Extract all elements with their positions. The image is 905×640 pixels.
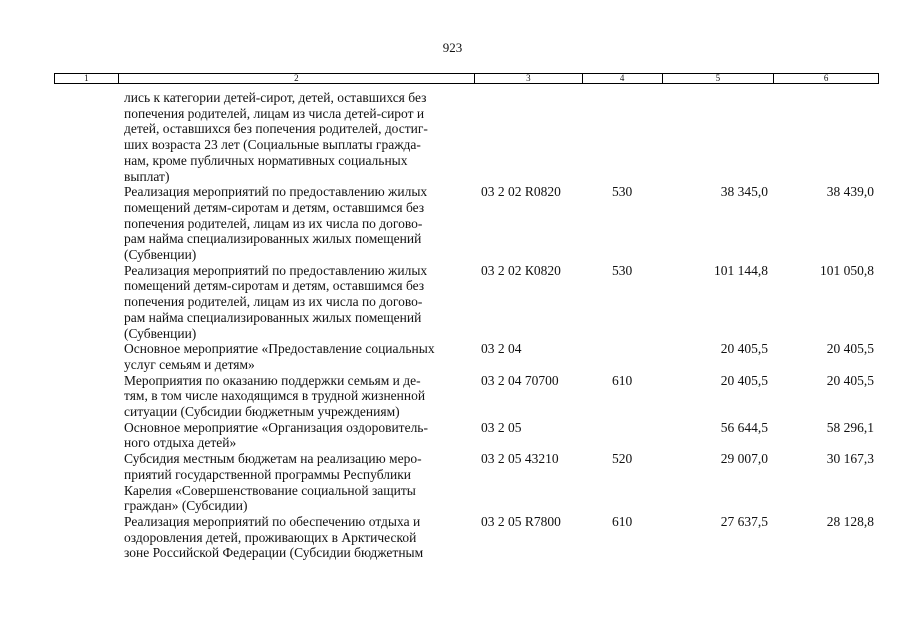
description-line: услуг семьям и детям» (124, 356, 255, 372)
expense-type: 610 (612, 372, 633, 388)
row-description (124, 373, 474, 420)
target-code: 03 2 04 70700 (481, 372, 559, 388)
target-code: 03 2 02 К0820 (481, 262, 561, 278)
table-row (0, 263, 905, 342)
description-line: Реализация мероприятий по предоставлению жилых (124, 184, 428, 200)
description-line: (Субвенции) (124, 247, 197, 263)
description-line: ного отдыха детей» (124, 435, 237, 451)
description-line: Реализация мероприятий по обеспечению отдыха и (124, 513, 421, 529)
amount-col5: 29 007,0 (720, 451, 768, 467)
amount-col6: 101 050,8 (820, 262, 874, 278)
description-line: оздоровления детей, проживающих в Арктической (124, 529, 417, 545)
row-description (124, 341, 474, 372)
description-line: рам найма специализированных жилых помещений (124, 309, 422, 325)
table-row (0, 514, 905, 561)
table-row (0, 184, 905, 263)
description-line: детей, оставшихся без попечения родителей, достиг- (124, 121, 428, 137)
table-body (0, 90, 905, 561)
amount-col5: 20 405,5 (720, 372, 768, 388)
description-line: Реализация мероприятий по предоставлению жилых (124, 262, 428, 278)
target-code: 03 2 05 R7800 (481, 513, 561, 529)
table-row (0, 373, 905, 420)
row-description (124, 451, 474, 514)
description-line: попечения родителей, лицам из их числа по догово- (124, 294, 423, 310)
column-header-1: 1 (55, 74, 119, 83)
table-header (54, 73, 879, 84)
description-line: тям, в том числе находящимся в трудной жизненной (124, 388, 426, 404)
description-line: (Субвенции) (124, 325, 197, 341)
row-description (124, 90, 474, 184)
description-line: Основное мероприятие «Предоставление социальных (124, 341, 435, 357)
expense-type: 610 (612, 513, 633, 529)
row-description (124, 184, 474, 263)
description-line: помещений детям-сиротам и детям, оставшимся без (124, 278, 425, 294)
description-line: Карелия «Совершенствование социальной защиты (124, 482, 416, 498)
description-line: приятий государственной программы Республики (124, 466, 411, 482)
description-line: Основное мероприятие «Организация оздоровитель- (124, 419, 428, 435)
row-description (124, 263, 474, 342)
amount-col5: 56 644,5 (720, 419, 768, 435)
table-row (0, 90, 905, 184)
expense-type: 530 (612, 262, 633, 278)
amount-col5: 27 637,5 (720, 513, 768, 529)
row-description (124, 420, 474, 451)
description-line: попечения родителей, лицам из числа детей-сирот и (124, 105, 425, 121)
amount-col5: 20 405,5 (720, 341, 768, 357)
target-code: 03 2 05 43210 (481, 451, 559, 467)
target-code: 03 2 02 R0820 (481, 184, 561, 200)
amount-col6: 58 296,1 (826, 419, 874, 435)
page-number: 923 (442, 40, 463, 55)
description-line: Мероприятия по оказанию поддержки семьям и де- (124, 372, 421, 388)
description-line: Субсидия местным бюджетам на реализацию меро- (124, 451, 422, 467)
description-line: ших возраста 23 лет (Социальные выплаты гражда- (124, 137, 421, 153)
table-row (0, 451, 905, 514)
description-line: нам, кроме публичных нормативных социальных (124, 152, 408, 168)
description-line: граждан» (Субсидии) (124, 498, 248, 514)
column-header-4: 4 (583, 74, 663, 83)
table-row (0, 420, 905, 451)
amount-col6: 20 405,5 (826, 341, 874, 357)
column-header-5: 5 (663, 74, 775, 83)
amount-col6: 30 167,3 (826, 451, 874, 467)
amount-col5: 101 144,8 (714, 262, 768, 278)
description-line: рам найма специализированных жилых помещений (124, 231, 422, 247)
row-description (124, 514, 474, 561)
column-header-2: 2 (119, 74, 475, 83)
amount-col6: 28 128,8 (826, 513, 874, 529)
expense-type: 530 (612, 184, 633, 200)
description-line: выплат) (124, 168, 170, 184)
description-line: зоне Российской Федерации (Субсидии бюджетным (124, 545, 424, 561)
amount-col6: 20 405,5 (826, 372, 874, 388)
amount-col6: 38 439,0 (826, 184, 874, 200)
amount-col5: 38 345,0 (720, 184, 768, 200)
description-line: попечения родителей, лицам из их числа по догово- (124, 215, 423, 231)
table-row (0, 341, 905, 372)
target-code: 03 2 05 (481, 419, 522, 435)
description-line: помещений детям-сиротам и детям, оставшимся без (124, 199, 425, 215)
target-code: 03 2 04 (481, 341, 522, 357)
column-header-3: 3 (475, 74, 583, 83)
column-header-6: 6 (823, 73, 829, 83)
description-line: лись к категории детей-сирот, детей, оставшихся без (124, 90, 427, 105)
description-line: ситуации (Субсидии бюджетным учреждениям) (124, 404, 400, 420)
expense-type: 520 (612, 451, 633, 467)
